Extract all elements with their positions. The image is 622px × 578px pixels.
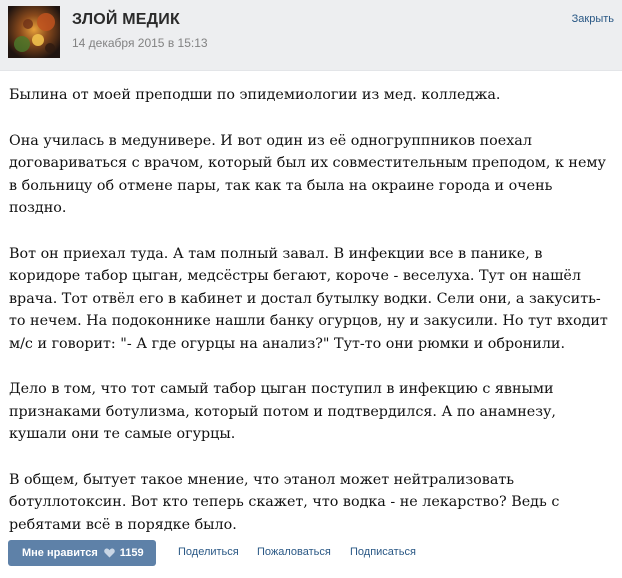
post-paragraph: Она училась в медунивере. И вот один из её одногруппников поехал договариваться с врачом, который был их совместительным преподом, к нему в больницу об отмене пары, так как та была на окраине города и очень поздно. bbox=[9, 132, 606, 216]
post-text bbox=[9, 84, 613, 559]
post-date[interactable]: 14 декабря 2015 в 15:13 bbox=[72, 36, 208, 50]
like-count: 1159 bbox=[119, 547, 144, 559]
post-header bbox=[0, 0, 622, 71]
post-paragraph: Былина от моей преподши по эпидемиологии из мед. колледжа. bbox=[9, 87, 501, 103]
share-link[interactable]: Поделиться bbox=[178, 546, 239, 558]
like-button[interactable] bbox=[8, 540, 156, 566]
post-paragraph: В общем, бытует такое мнение, что этанол может нейтрализовать ботуллотоксин. Вот кто теперь скажет, что водка - не лекарство? Ведь с ребятами всё в порядке было. bbox=[9, 471, 560, 533]
subscribe-link[interactable]: Подписаться bbox=[350, 546, 416, 558]
post-paragraph: Дело в том, что тот самый табор цыган поступил в инфекцию с явными признаками ботулизма, который потом и подтвердился. А по анамнезу, кушали они те самые огурцы. bbox=[9, 381, 556, 442]
like-label: Мне нравится bbox=[22, 547, 98, 559]
heart-icon bbox=[104, 548, 115, 558]
close-button[interactable]: Закрыть bbox=[571, 13, 614, 25]
author-name[interactable]: ЗЛОЙ МЕДИК bbox=[72, 11, 180, 28]
avatar[interactable] bbox=[8, 6, 60, 58]
post-paragraph: Вот он приехал туда. А там полный завал. В инфекции все в панике, в коридоре табор цыган, медсёстры бегают, короче - веселуха. Тут он нашёл врача. Тот отвёл его в кабинет и достал бутылку водки. Сели они, а закусить-то нечем. На подоконнике нашли банку огурцов, ну и закусили. Но тут входит м/с и говорит: "- А где огурцы на анализ?" Тут-то они рюмки и обронили. bbox=[9, 245, 608, 352]
report-link[interactable]: Пожаловаться bbox=[257, 546, 331, 558]
post-footer bbox=[0, 540, 622, 566]
